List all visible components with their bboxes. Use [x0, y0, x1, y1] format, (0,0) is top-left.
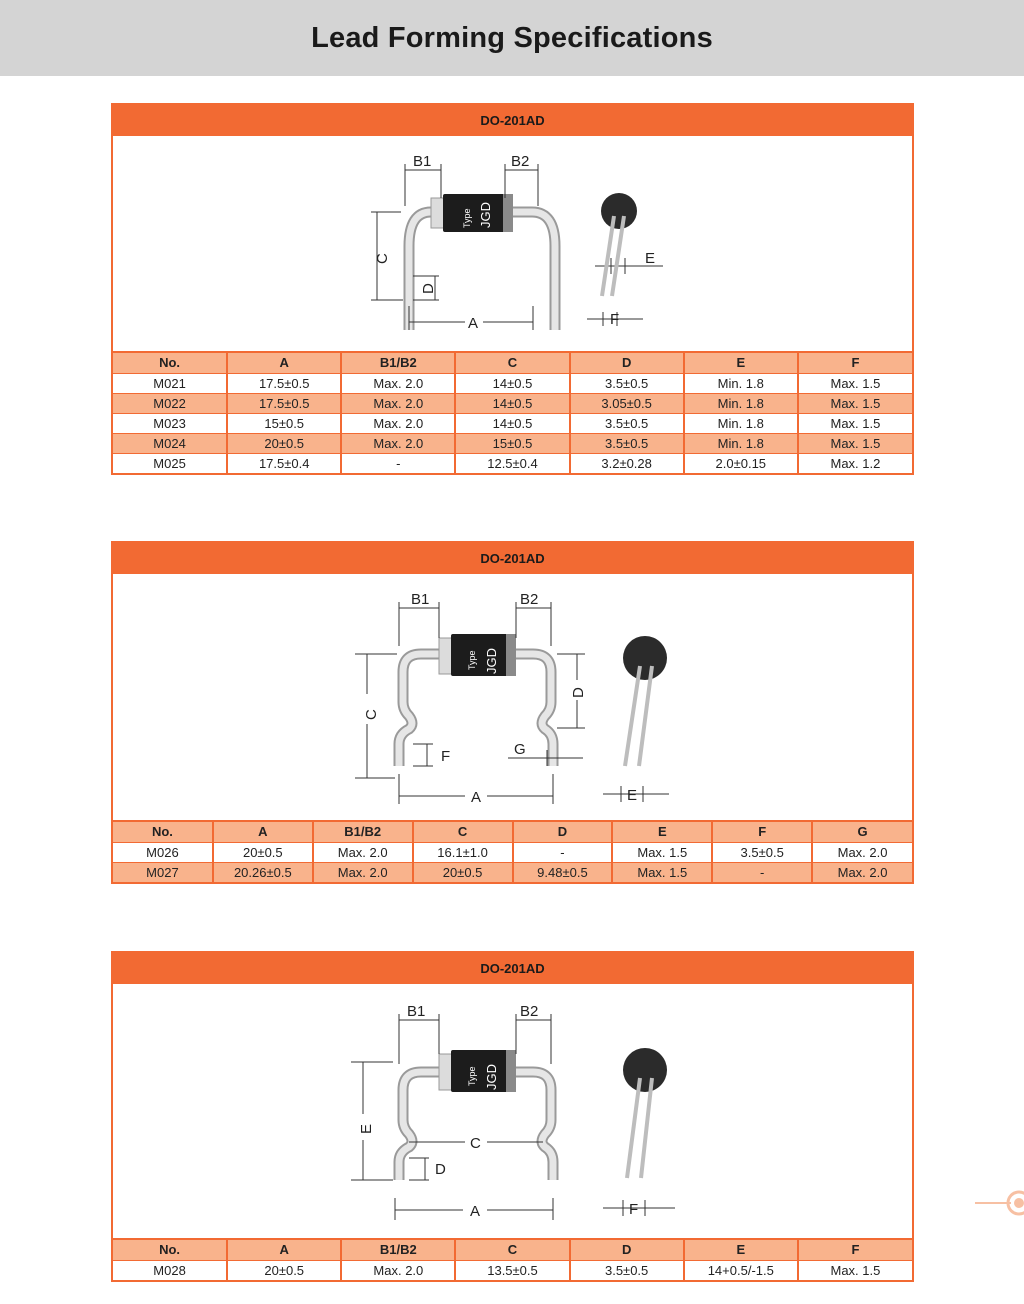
col-header: B1/B2: [341, 353, 455, 373]
diagram-body-jgd: JGD: [478, 202, 493, 228]
table-cell: 3.05±0.5: [570, 393, 684, 413]
col-header: B1/B2: [341, 1240, 455, 1260]
dim-label-d: D: [435, 1161, 446, 1178]
table-cell: Max. 2.0: [812, 862, 912, 882]
diagram-body-type: Type: [462, 208, 472, 228]
table-cell: M028: [113, 1260, 227, 1280]
table-cell: 15±0.5: [455, 433, 569, 453]
table-cell: Max. 1.5: [798, 373, 912, 393]
col-header: G: [812, 822, 912, 842]
col-header: F: [798, 1240, 912, 1260]
table-cell: 3.5±0.5: [570, 413, 684, 433]
table-cell: 15±0.5: [227, 413, 341, 433]
table-cell: M025: [113, 453, 227, 473]
col-header: E: [612, 822, 712, 842]
page-title: Lead Forming Specifications: [311, 21, 713, 54]
table-cell: 17.5±0.5: [227, 393, 341, 413]
spec-section-1: [111, 103, 914, 475]
dim-label-d: D: [420, 283, 437, 294]
col-header: No.: [113, 822, 213, 842]
table-cell: -: [513, 842, 613, 862]
diode-end-view-icon: [601, 193, 637, 229]
dim-label-f: F: [629, 1201, 639, 1218]
table-cell: 3.2±0.28: [570, 453, 684, 473]
table-header-row: [113, 822, 912, 842]
table-cell: Max. 2.0: [341, 373, 455, 393]
decorative-target-icon: [975, 1186, 1024, 1220]
table-cell: Max. 2.0: [341, 413, 455, 433]
diode-end-view-icon: [623, 1048, 667, 1092]
dim-label-b2: B2: [520, 1003, 539, 1020]
diagram-body-type: Type: [467, 1066, 477, 1086]
dim-label-a: A: [468, 315, 479, 332]
dim-label-b1: B1: [413, 153, 432, 170]
dim-label-c: C: [374, 253, 391, 264]
diagram-svg: [113, 136, 912, 353]
table-cell: Min. 1.8: [684, 393, 798, 413]
section-title: DO-201AD: [113, 543, 912, 574]
table-cell: 17.5±0.4: [227, 453, 341, 473]
col-header: No.: [113, 353, 227, 373]
dim-label-g: G: [514, 741, 526, 758]
table-cell: Max. 2.0: [341, 433, 455, 453]
lead-forming-diagram: [113, 574, 912, 822]
table-cell: Max. 1.5: [798, 413, 912, 433]
col-header: E: [684, 1240, 798, 1260]
dim-label-b2: B2: [520, 591, 539, 608]
table-cell: Min. 1.8: [684, 373, 798, 393]
col-header: A: [213, 822, 313, 842]
col-header: A: [227, 353, 341, 373]
table-cell: 20±0.5: [227, 433, 341, 453]
lead-forming-diagram: [113, 136, 912, 353]
lead-forming-diagram: [113, 984, 912, 1240]
dim-label-d: D: [570, 687, 587, 698]
spec-table-2: [113, 822, 912, 882]
col-header: A: [227, 1240, 341, 1260]
dim-label-c: C: [470, 1135, 481, 1152]
table-cell: Max. 1.2: [830, 455, 881, 471]
table-cell: M024: [113, 433, 227, 453]
table-cell: Max. 1.5: [830, 1262, 881, 1278]
col-header: D: [513, 822, 613, 842]
table-row: [113, 1260, 912, 1280]
table-cell: M021: [113, 373, 227, 393]
table-row: [113, 453, 912, 473]
table-cell: Max. 2.0: [341, 393, 455, 413]
table-row: [113, 373, 912, 393]
diagram-body-type: Type: [467, 650, 477, 670]
table-cell: 3.5±0.5: [570, 433, 684, 453]
table-cell: Max. 2.0: [341, 1260, 455, 1280]
table-cell: Max. 1.5: [612, 842, 712, 862]
col-header: D: [570, 1240, 684, 1260]
table-cell: Max. 2.0: [313, 842, 413, 862]
dim-label-a: A: [470, 1203, 481, 1220]
dim-label-b2: B2: [511, 153, 530, 170]
spec-section-3: [111, 951, 914, 1282]
dim-label-e: E: [358, 1123, 375, 1134]
col-header: C: [413, 822, 513, 842]
table-header-row: [113, 353, 912, 373]
table-cell: 9.48±0.5: [513, 862, 613, 882]
table-header-row: [113, 1240, 912, 1260]
table-cell: 3.5±0.5: [712, 842, 812, 862]
table-row: [113, 862, 912, 882]
table-cell: Max. 2.0: [812, 842, 912, 862]
table-cell: M026: [113, 842, 213, 862]
diagram-body-jgd: JGD: [484, 648, 499, 674]
diode-end-view-icon: [623, 636, 667, 680]
table-cell: M027: [113, 862, 213, 882]
table-cell: 14+0.5/-1.5: [684, 1260, 798, 1280]
col-header: F: [712, 822, 812, 842]
table-cell: 16.1±1.0: [413, 842, 513, 862]
diagram-svg: [113, 574, 912, 822]
dim-label-f: F: [610, 311, 620, 328]
table-row: [113, 413, 912, 433]
table-cell: -: [341, 453, 455, 473]
table-cell: -: [712, 862, 812, 882]
table-cell: 17.5±0.5: [227, 373, 341, 393]
dim-label-f: F: [441, 748, 451, 765]
table-cell: 14±0.5: [455, 393, 569, 413]
col-header: No.: [113, 1240, 227, 1260]
table-cell: 13.5±0.5: [455, 1260, 569, 1280]
spec-section-2: [111, 541, 914, 884]
col-header: C: [455, 353, 569, 373]
section-title: DO-201AD: [113, 105, 912, 136]
page-header: [0, 0, 1024, 76]
table-cell: 2.0±0.15: [684, 453, 798, 473]
table-cell: 14±0.5: [455, 413, 569, 433]
table-cell: Max. 2.0: [313, 862, 413, 882]
table-row: [113, 842, 912, 862]
col-header: C: [455, 1240, 569, 1260]
table-cell: 14±0.5: [455, 373, 569, 393]
diagram-svg: [113, 984, 912, 1240]
table-cell: M023: [113, 413, 227, 433]
table-cell: 3.5±0.5: [570, 1260, 684, 1280]
table-cell: M022: [113, 393, 227, 413]
table-cell: Min. 1.8: [684, 433, 798, 453]
table-cell: 3.5±0.5: [570, 373, 684, 393]
table-row: [113, 393, 912, 413]
table-cell: 20±0.5: [227, 1260, 341, 1280]
dim-label-b1: B1: [407, 1003, 426, 1020]
diagram-body-jgd: JGD: [484, 1064, 499, 1090]
table-cell: 12.5±0.4: [455, 453, 569, 473]
section-title: DO-201AD: [113, 953, 912, 984]
table-cell: 20±0.5: [413, 862, 513, 882]
dim-label-e: E: [645, 250, 656, 267]
col-header: B1/B2: [313, 822, 413, 842]
spec-table-1: [113, 353, 912, 473]
col-header: E: [684, 353, 798, 373]
table-cell: Max. 1.5: [798, 433, 912, 453]
col-header: D: [570, 353, 684, 373]
table-cell: Max. 1.5: [798, 393, 912, 413]
spec-table-3: [113, 1240, 912, 1280]
col-header: F: [798, 353, 912, 373]
dim-label-b1: B1: [411, 591, 430, 608]
table-cell: Max. 1.5: [612, 862, 712, 882]
dim-label-c: C: [363, 709, 380, 720]
dim-label-a: A: [471, 789, 482, 806]
table-cell: 20±0.5: [213, 842, 313, 862]
dim-label-e: E: [627, 787, 638, 804]
table-cell: Min. 1.8: [684, 413, 798, 433]
table-cell: 20.26±0.5: [213, 862, 313, 882]
table-row: [113, 433, 912, 453]
